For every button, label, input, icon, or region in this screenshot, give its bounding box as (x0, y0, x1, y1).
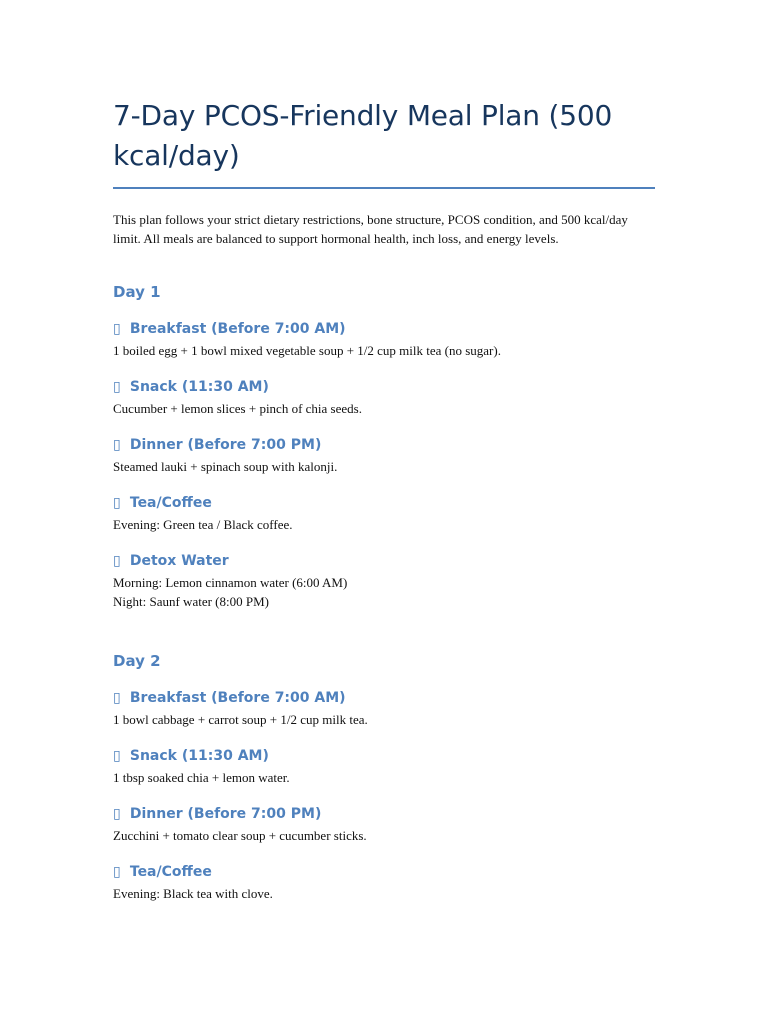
meal-heading-label: Tea/Coffee (129, 495, 212, 511)
meal-breakfast (113, 688, 655, 729)
meal-heading-label: Breakfast (Before 7:00 AM) (129, 690, 346, 706)
meal-dinner (113, 435, 655, 476)
day-heading: Day 2 (113, 652, 161, 670)
meal-heading-label: Tea/Coffee (129, 864, 212, 880)
missing-glyph-icon: ▯ (113, 748, 121, 764)
meal-heading (113, 551, 655, 571)
meal-heading (113, 435, 655, 455)
meal-line: Night: Saunf water (8:00 PM) (113, 594, 269, 609)
meal-tea-coffee (113, 862, 655, 903)
meal-snack (113, 377, 655, 418)
meal-heading-label: Detox Water (129, 553, 229, 569)
missing-glyph-icon: ▯ (113, 321, 121, 337)
meal-description: Cucumber + lemon slices + pinch of chia seeds. (113, 401, 362, 416)
day-heading: Day 1 (113, 283, 161, 301)
meal-description: 1 tbsp soaked chia + lemon water. (113, 770, 290, 785)
meal-heading-label: Dinner (Before 7:00 PM) (129, 437, 322, 453)
meal-description: Evening: Green tea / Black coffee. (113, 517, 293, 532)
intro-paragraph: This plan follows your strict dietary restrictions, bone structure, PCOS condition, and 500 kcal/day limit. All meals are balanced to support hormonal health, inch loss, and energy levels. (113, 212, 628, 246)
meal-heading-label: Snack (11:30 AM) (129, 748, 269, 764)
meal-description: 1 boiled egg + 1 bowl mixed vegetable soup + 1/2 cup milk tea (no sugar). (113, 343, 501, 358)
document-page (113, 96, 655, 903)
meal-snack (113, 746, 655, 787)
meal-heading (113, 688, 655, 708)
meal-breakfast (113, 319, 655, 360)
meal-description (113, 573, 655, 611)
meal-line: Morning: Lemon cinnamon water (6:00 AM) (113, 575, 348, 590)
meal-heading-label: Snack (11:30 AM) (129, 379, 269, 395)
missing-glyph-icon: ▯ (113, 495, 121, 511)
meal-description: Steamed lauki + spinach soup with kalonji. (113, 459, 338, 474)
missing-glyph-icon: ▯ (113, 379, 121, 395)
meal-heading (113, 377, 655, 397)
missing-glyph-icon: ▯ (113, 864, 121, 880)
meal-heading-label: Breakfast (Before 7:00 AM) (129, 321, 346, 337)
meal-heading (113, 804, 655, 824)
day-2-section (113, 651, 655, 903)
missing-glyph-icon: ▯ (113, 690, 121, 706)
title-underline (113, 187, 655, 189)
meal-heading (113, 862, 655, 882)
meal-dinner (113, 804, 655, 845)
day-1-section (113, 282, 655, 611)
meal-heading (113, 493, 655, 513)
meal-description: 1 bowl cabbage + carrot soup + 1/2 cup milk tea. (113, 712, 368, 727)
meal-description: Zucchini + tomato clear soup + cucumber sticks. (113, 828, 367, 843)
meal-heading (113, 319, 655, 339)
meal-description: Evening: Black tea with clove. (113, 886, 273, 901)
missing-glyph-icon: ▯ (113, 553, 121, 569)
meal-detox-water (113, 551, 655, 611)
meal-tea-coffee (113, 493, 655, 534)
meal-heading (113, 746, 655, 766)
missing-glyph-icon: ▯ (113, 437, 121, 453)
missing-glyph-icon: ▯ (113, 806, 121, 822)
document-title: 7-Day PCOS-Friendly Meal Plan (500 kcal/day) (113, 99, 613, 172)
meal-heading-label: Dinner (Before 7:00 PM) (129, 806, 322, 822)
